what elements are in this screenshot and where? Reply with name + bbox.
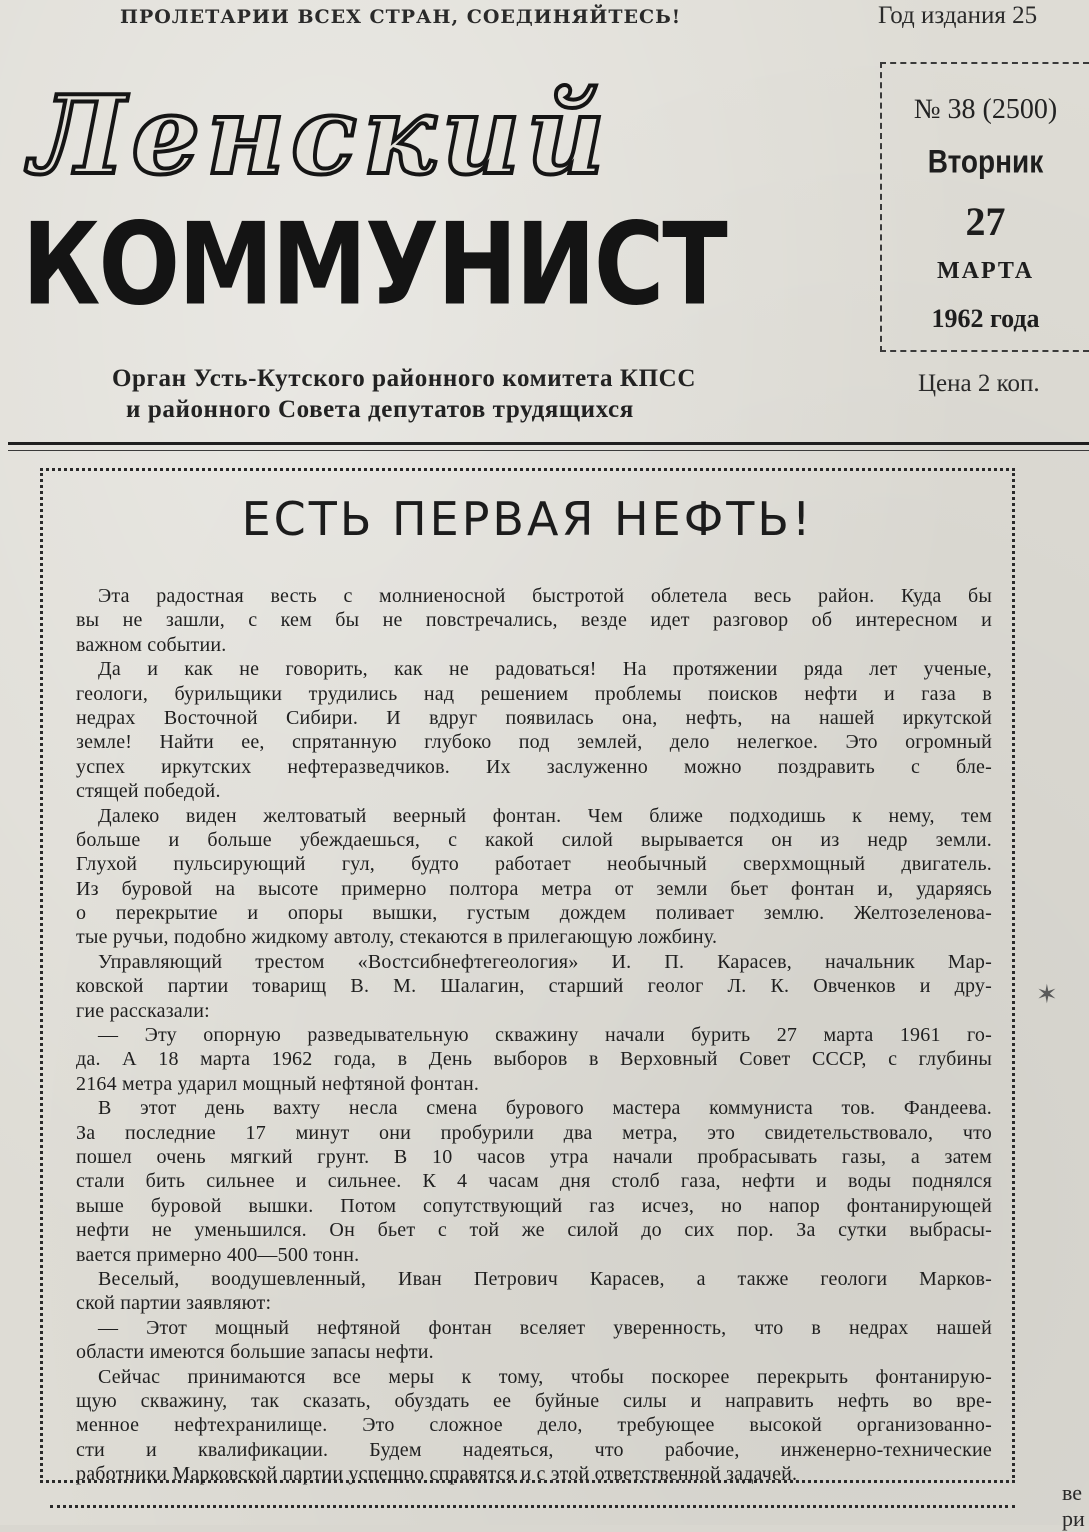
article-text-line: выше буровой вышки. Потом сопутствующий газ исчез, но напор фонтанирующей [76, 1194, 992, 1217]
article-text-line: Из буровой на высоте примерно полтора метра от земли бьет фонтан и, ударяясь [76, 877, 992, 900]
article-text-line: недрах Восточной Сибири. И вдруг появилась она, нефть, на нашей иркутской [76, 706, 992, 729]
article-text-line: Управляющий трестом «Востсибнефтегеология» И. П. Карасев, начальник Мар- [98, 950, 992, 973]
article-text-line: вается примерно 400—500 тонн. [76, 1243, 360, 1266]
article-text-line: стали бить сильнее и сильнее. К 4 часам дня столб газа, нефти и воды поднялся [76, 1170, 992, 1193]
article-headline: ЕСТЬ ПЕРВАЯ НЕФТЬ! [241, 492, 814, 546]
issue-weekday: Вторник [927, 143, 1044, 180]
article-text-line: о перекрытие и опоры вышки, густым дождем поливает землю. Желтозеленова- [76, 902, 992, 925]
article-text-line: В этот день вахту несла смена бурового мастера коммуниста тов. Фандеева. [98, 1097, 992, 1120]
adjacent-column-line: ри [1062, 1506, 1085, 1531]
organ-description-line2: и районного Совета депутатов трудящихся [126, 396, 634, 423]
article-text-line: тые ручьи, подобно жидкому автолу, стекаются в прилегающую ложбину. [76, 926, 718, 949]
article-text-line: За последние 17 минут они пробурили два метра, это свидетельствовало, что [76, 1121, 992, 1144]
article-text-line: Эта радостная весть с молниеносной быстротой облетела весь район. Куда бы [98, 585, 992, 607]
article-text-line: нефти не уменьшился. Он бьет с той же силой до сих пор. За сутки выбрасы- [76, 1219, 992, 1242]
issue-day: 27 [965, 199, 1006, 244]
article-text-line: щую скважину, так сказать, обуздать ее буйные силы и направить нефть во вре- [76, 1389, 992, 1412]
article-text-line: — Эту опорную разведывательную скважину начали бурить 27 марта 1961 го- [98, 1024, 992, 1047]
article-text-line: пошел очень мягкий грунт. В 10 часов утра начали пробрасывать газы, а затем [76, 1145, 992, 1168]
article-text-line: больше и больше убеждаешься, с какой силой вырывается он из недр земли. [76, 828, 992, 851]
article-text-line: успех иркутских нефтеразведчиков. Их заслуженно можно поздравить с бле- [76, 755, 992, 778]
adjacent-column-line: ве [1062, 1480, 1083, 1505]
newspaper-title-line2: КОММУНИСТ [22, 198, 726, 331]
article-text-line: Далеко виден желтоватый веерный фонтан. Чем ближе подходишь к нему, тем [98, 804, 992, 827]
issue-info-box [880, 62, 1089, 352]
article-text-line: Глухой пульсирующий гул, будто работает необычный сверхмощный двигатель. [76, 853, 992, 876]
article-text-line: геологи, бурильщики трудились над решением проблемы поисков нефти и газа в [76, 682, 992, 705]
article-text-line: ковской партии товарищ В. М. Шалагин, старший геолог Л. К. Овченков и дру- [76, 975, 992, 998]
article-text-line: вы не зашли, с кем бы не повстречались, везде идет разговор об интересном и [76, 609, 992, 632]
article-text-line: ской партии заявляют: [76, 1292, 272, 1315]
issue-year: 1962 года [931, 304, 1040, 333]
scratch-mark-icon: ✶ [1036, 980, 1058, 1010]
organ-description-line1: Орган Усть-Кутского районного комитета КПСС [112, 365, 696, 392]
article-text-line: земле! Найти ее, спрятанную глубоко под землей, дело нелегкое. Это огромный [76, 731, 992, 754]
article-text-line: да. А 18 марта 1962 года, в День выборов в Верховный Совет СССР, с глубины [76, 1048, 992, 1071]
article-text-line: — Этот мощный нефтяной фонтан вселяет уверенность, что в недрах нашей [98, 1316, 992, 1339]
article-body [76, 584, 992, 1486]
article-text-line: Да и как не говорить, как не радоваться! На протяжении ряда лет ученые, [98, 658, 992, 681]
adjacent-column-fragment [1062, 1480, 1085, 1532]
bottom-divider [50, 1505, 1015, 1508]
article-text-line: гие рассказали: [76, 999, 210, 1022]
article-text-line: менное нефтехранилище. Это сложное дело, требующее высокой организованно- [76, 1414, 992, 1437]
article-text-line: 2164 метра ударил мощный нефтяной фонтан. [76, 1072, 480, 1095]
article-text-line: работники Марковской партии успешно справятся и с этой ответственной задачей. [76, 1463, 798, 1486]
issue-price: Цена 2 коп. [918, 370, 1040, 397]
year-of-publication: Год издания 25 [878, 2, 1038, 29]
issue-number: № 38 (2500) [913, 94, 1058, 125]
masthead-divider [8, 442, 1089, 445]
masthead-divider-thin [8, 450, 1089, 451]
issue-month: МАРТА [936, 258, 1035, 284]
masthead-motto: ПРОЛЕТАРИИ ВСЕХ СТРАН, СОЕДИНЯЙТЕСЬ! [120, 6, 682, 28]
article-text-line: стящей победой. [76, 780, 221, 803]
article-text-line: Веселый, воодушевленный, Иван Петрович Карасев, а также геологи Марков- [98, 1267, 992, 1290]
article-text-line: Сейчас принимаются все меры к тому, чтобы поскорее перекрыть фонтанирую- [98, 1365, 992, 1388]
newspaper-title-line1: Ленский [30, 73, 611, 199]
article-text-line: важном событии. [76, 633, 227, 656]
article-text-line: области имеются большие запасы нефти. [76, 1341, 434, 1364]
article-text-line: сти и квалификации. Будем надеяться, что рабочие, инженерно-технические [76, 1438, 992, 1461]
